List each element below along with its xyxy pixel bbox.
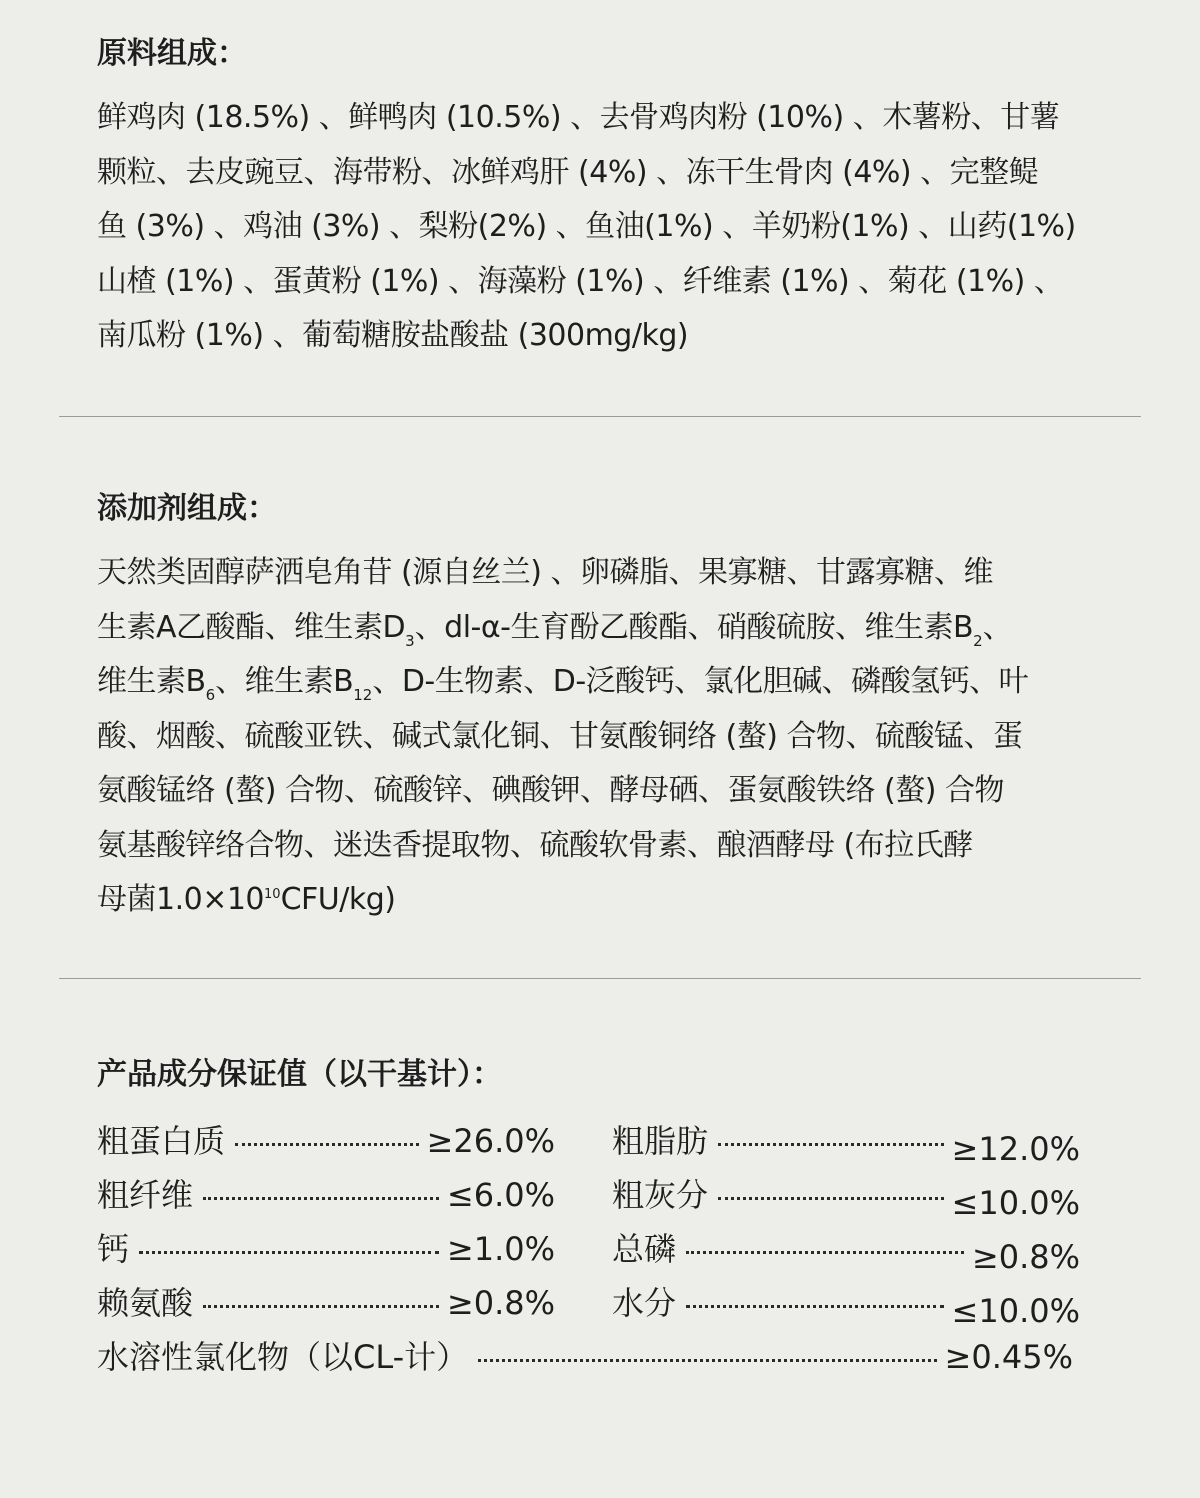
additives-text-run: 、D-生物素、D-泛酸钙、氯化胆碱、磷酸氢钙、叶 [372, 664, 1029, 699]
dot-leader [686, 1305, 944, 1308]
analysis-item [612, 1114, 1080, 1168]
additives-line [97, 873, 1097, 928]
nutrient-name: 赖氨酸 [97, 1284, 194, 1322]
additives-line: 氨基酸锌络合物、迷迭香提取物、硫酸软骨素、酿酒酵母 (布拉氏酵 [97, 827, 973, 863]
analysis-item [97, 1114, 555, 1168]
nutrient-name: 水溶性氯化物（以CL-计） [97, 1338, 469, 1376]
dot-leader [203, 1197, 439, 1200]
analysis-item [612, 1276, 1080, 1330]
nutrient-value: ≥0.45% [944, 1338, 1073, 1376]
analysis-row [97, 1168, 1087, 1222]
additives-line: 酸、烟酸、硫酸亚铁、碱式氯化铜、甘氨酸铜络 (螯) 合物、硫酸锰、蛋 [97, 718, 1023, 754]
additives-text-run: 母菌1.0×10 [97, 882, 265, 917]
additives-heading: 添加剂组成： [97, 491, 277, 526]
nutrient-value: ≥1.0% [446, 1230, 555, 1268]
additives-text-run: CFU/kg) [280, 882, 396, 917]
nutrient-name: 钙 [97, 1230, 130, 1268]
dot-leader [139, 1251, 439, 1254]
nutrient-value: ≥0.8% [971, 1238, 1080, 1276]
analysis-item [97, 1168, 555, 1222]
dot-leader [478, 1359, 936, 1362]
analysis-heading: 产品成分保证值（以干基计）： [97, 1057, 502, 1092]
analysis-row [97, 1114, 1087, 1168]
ingredients-text [97, 91, 1097, 364]
subscript: 2 [973, 631, 983, 650]
superscript: 10 [264, 887, 281, 902]
dot-leader [686, 1251, 964, 1254]
nutrient-name: 粗蛋白质 [97, 1122, 226, 1160]
additives-section [97, 489, 1097, 928]
dot-leader [235, 1143, 419, 1146]
analysis-item [612, 1168, 1080, 1222]
nutrient-name: 粗纤维 [97, 1176, 194, 1214]
nutrient-value: ≤10.0% [951, 1292, 1080, 1330]
analysis-row [97, 1330, 1087, 1384]
additives-text [97, 546, 1097, 928]
dot-leader [203, 1305, 439, 1308]
nutrient-name: 水分 [612, 1284, 677, 1322]
additives-text-run: 、维生素B [215, 664, 354, 699]
subscript: 6 [205, 686, 216, 704]
analysis-item [97, 1222, 555, 1276]
ingredients-line: 鲜鸡肉 (18.5%) 、鲜鸭肉 (10.5%) 、去骨鸡肉粉 (10%) 、木薯粉、甘薯 [97, 100, 1060, 135]
additives-line: 氨酸锰络 (螯) 合物、硫酸锌、碘酸钾、酵母硒、蛋氨酸铁络 (螯) 合物 [97, 773, 1004, 808]
analysis-item [97, 1276, 555, 1330]
nutrient-value: ≥0.8% [446, 1284, 555, 1322]
ingredients-line: 颗粒、去皮豌豆、海带粉、冰鲜鸡肝 (4%) 、冻干生骨肉 (4%) 、完整鳀 [97, 154, 1039, 190]
subscript: 3 [405, 631, 415, 650]
nutrient-value: ≥26.0% [426, 1122, 555, 1160]
ingredients-line: 山楂 (1%) 、蛋黄粉 (1%) 、海藻粉 (1%) 、纤维素 (1%) 、菊花 (1%) 、 [97, 263, 1064, 299]
nutrient-name: 粗脂肪 [612, 1122, 709, 1160]
additives-text-run: 维生素B [97, 664, 206, 699]
ingredients-line: 南瓜粉 (1%) 、葡萄糖胺盐酸盐 (300mg/kg) [97, 318, 689, 353]
section-divider [59, 416, 1141, 417]
additives-line [97, 655, 1097, 710]
nutrient-name: 总磷 [612, 1230, 677, 1268]
additives-text-run: 、dl-α-生育酚乙酸酯、硝酸硫胺、维生素B [414, 609, 974, 645]
dot-leader [718, 1197, 944, 1200]
nutrient-value: ≤10.0% [951, 1184, 1080, 1222]
analysis-item [612, 1222, 1080, 1276]
dot-leader [718, 1143, 944, 1146]
nutrient-value: ≥12.0% [951, 1130, 1080, 1168]
subscript: 12 [353, 686, 373, 704]
additives-line: 天然类固醇萨洒皂角苷 (源自丝兰) 、卵磷脂、果寡糖、甘露寡糖、维 [97, 555, 993, 590]
ingredients-heading: 原料组成： [97, 36, 247, 71]
additives-line [97, 601, 1097, 656]
analysis-row [97, 1222, 1087, 1276]
analysis-section [97, 1055, 1097, 1095]
analysis-row [97, 1276, 1087, 1330]
section-divider [59, 978, 1141, 979]
additives-text-run: 生素A乙酸酯、维生素D [97, 609, 406, 645]
ingredients-line: 鱼 (3%) 、鸡油 (3%) 、梨粉(2%) 、鱼油(1%) 、羊奶粉(1%) 、山药(1%) [97, 209, 1076, 244]
additives-text-run: 、 [982, 609, 1013, 645]
analysis-item [97, 1330, 1073, 1384]
ingredients-section [97, 34, 1097, 364]
nutrient-value: ≤6.0% [446, 1176, 555, 1214]
nutrient-name: 粗灰分 [612, 1176, 709, 1214]
